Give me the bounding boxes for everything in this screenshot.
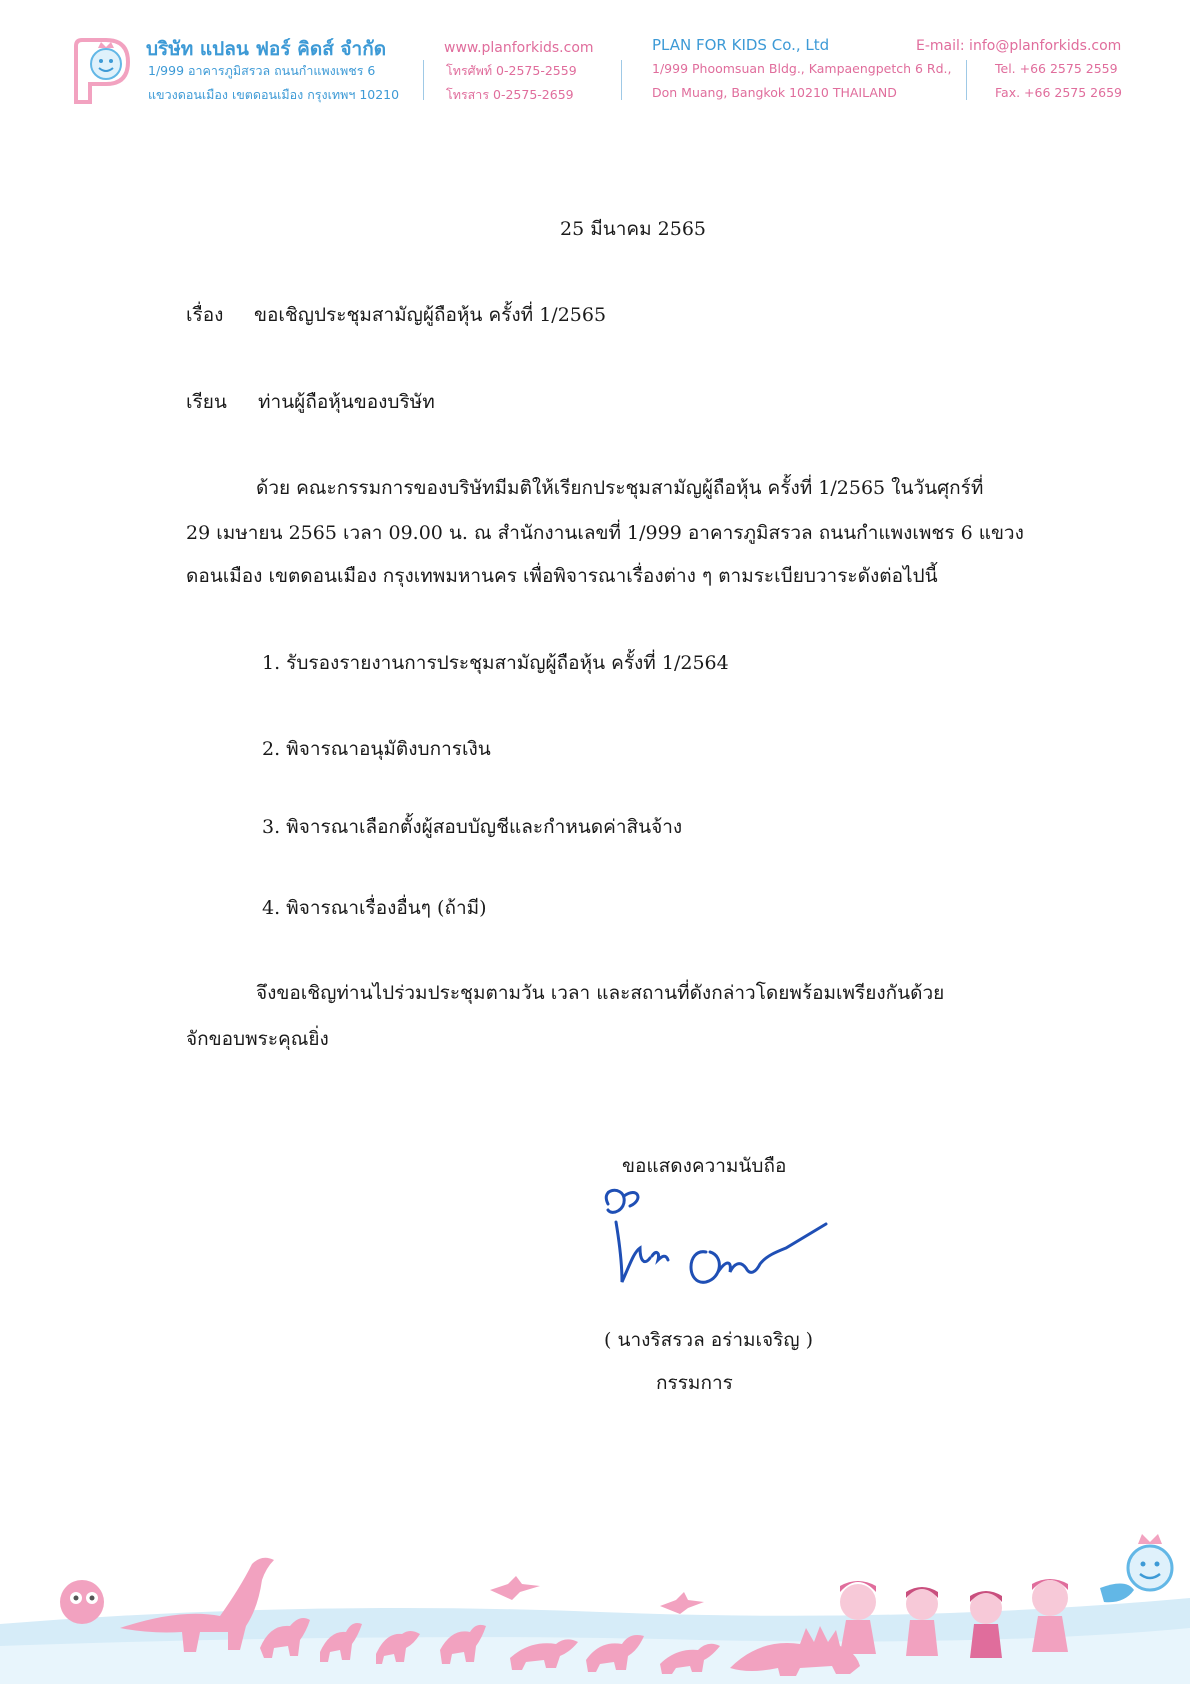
company-fax-en: Fax. +66 2575 2659 (995, 85, 1122, 100)
agenda-item: 1. รับรองรายงานการประชุมสามัญผู้ถือหุ้น ครั้งที่ 1/2564 (262, 652, 729, 674)
letterhead-separator (423, 60, 424, 100)
letterhead (0, 0, 1190, 120)
agenda-item: 2. พิจารณาอนุมัติงบการเงิน (262, 738, 491, 760)
mascot-icon (1100, 1534, 1172, 1602)
agenda-item: 4. พิจารณาเรื่องอื่นๆ (ถ้ามี) (262, 897, 487, 919)
company-email: E-mail: info@planforkids.com (916, 38, 1122, 54)
company-website: www.planforkids.com (444, 40, 594, 56)
letterhead-separator (966, 60, 967, 100)
company-logo-icon (70, 36, 134, 104)
signer-title: กรรมการ (656, 1372, 733, 1394)
child-figure-icon (970, 1591, 1002, 1658)
recipient-text: ท่านผู้ถือหุ้นของบริษัท (258, 391, 435, 413)
company-address-en-line2: Don Muang, Bangkok 10210 THAILAND (652, 85, 897, 100)
company-tel-en: Tel. +66 2575 2559 (995, 61, 1118, 76)
company-name-th: บริษัท แปลน ฟอร์ คิดส์ จำกัด (146, 38, 387, 60)
company-address-en-line1: 1/999 Phoomsuan Bldg., Kampaengpetch 6 Rd., (652, 61, 952, 76)
agenda-item: 3. พิจารณาเลือกตั้งผู้สอบบัญชีและกำหนดค่าสินจ้าง (262, 816, 683, 838)
footer-illustration (0, 1528, 1190, 1684)
child-figure-icon (906, 1587, 938, 1656)
sign-off: ขอแสดงความนับถือ (622, 1155, 787, 1177)
company-fax-th: โทรสาร 0-2575-2659 (446, 87, 574, 102)
company-phone-th: โทรศัพท์ 0-2575-2559 (446, 63, 577, 78)
letterhead-separator (621, 60, 622, 100)
company-name-en: PLAN FOR KIDS Co., Ltd (652, 36, 830, 54)
recipient-label: เรียน (186, 391, 227, 413)
closing-line: จักขอบพระคุณยิ่ง (186, 1028, 329, 1050)
intro-line: 29 เมษายน 2565 เวลา 09.00 น. ณ สำนักงานเลขที่ 1/999 อาคารภูมิสรวล ถนนกำแพงเพชร 6 แขวง (186, 522, 1024, 544)
company-address-th-line2: แขวงดอนเมือง เขตดอนเมือง กรุงเทพฯ 10210 (148, 87, 400, 102)
letter-date: 25 มีนาคม 2565 (560, 218, 707, 240)
signer-name: ( นางริสรวล อร่ามเจริญ ) (604, 1329, 814, 1351)
intro-line: ด้วย คณะกรรมการของบริษัทมีมติให้เรียกประชุมสามัญผู้ถือหุ้น ครั้งที่ 1/2565 ในวันศุกร์ที่ (256, 477, 984, 499)
handwritten-signature (600, 1186, 832, 1294)
owl-icon (60, 1580, 104, 1624)
company-address-th-line1: 1/999 อาคารภูมิสรวล ถนนกำแพงเพชร 6 (148, 63, 376, 78)
intro-line: ดอนเมือง เขตดอนเมือง กรุงเทพมหานคร เพื่อพิจารณาเรื่องต่าง ๆ ตามระเบียบวาระดังต่อไปนี้ (186, 565, 938, 587)
pterodactyl-icon (660, 1592, 704, 1614)
subject-text: ขอเชิญประชุมสามัญผู้ถือหุ้น ครั้งที่ 1/2565 (254, 304, 607, 326)
subject-label: เรื่อง (186, 304, 224, 326)
pterodactyl-icon (490, 1576, 540, 1600)
closing-line: จึงขอเชิญท่านไปร่วมประชุมตามวัน เวลา และสถานที่ดังกล่าวโดยพร้อมเพรียงกันด้วย (256, 982, 945, 1004)
